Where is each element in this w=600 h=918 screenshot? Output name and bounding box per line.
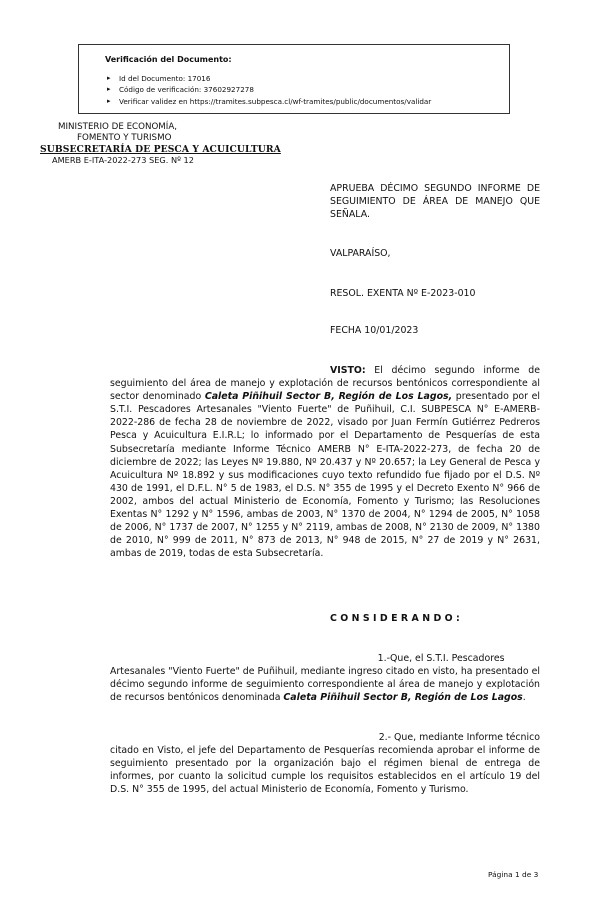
ministry-name-cont: FOMENTO Y TURISMO bbox=[77, 133, 172, 143]
ministry-name: MINISTERIO DE ECONOMÍA, bbox=[58, 122, 178, 132]
point-1-lead-line bbox=[110, 652, 540, 665]
verification-list bbox=[107, 73, 431, 107]
considerando-point-2 bbox=[110, 731, 540, 796]
verification-link[interactable]: ▸ Verificar validez en https://tramites.subpesca.cl/wf-tramites/public/documentos/validar bbox=[107, 96, 431, 107]
ministry-header bbox=[40, 122, 281, 166]
visto-sector: Caleta Piñihuil Sector B, Región de Los Lagos, bbox=[204, 391, 453, 403]
point-2-lead-line bbox=[110, 731, 540, 744]
verification-title: Verificación del Documento: bbox=[105, 55, 232, 64]
considerando-heading: CONSIDERANDO: bbox=[330, 613, 464, 624]
document-reference: AMERB E-ITA-2022-273 SEG. Nº 12 bbox=[52, 155, 194, 165]
visto-text-2: presentado por el S.T.I. Pescadores Artesanales "Viento Fuerte" de Puñihuil, C.I. SUBPESCA N° E-AMERB-2022-286 de fecha 28 de noviembre de 2022, visado por Juan Fermín Gutiérrez Pedreros Pesca y Acuicultura E.I.R.L; lo informado por el Departamento de Pesquerías de esta Subsecretaría mediante Informe Técnico AMERB N° E-ITA-2022-273, de fecha 20 de diciembre de 2022; las Leyes Nº 19.880, Nº 20.437 y Nº 20.657; la Ley General de Pesca y Acuicultura Nº 18.892 y sus modificaciones cuyo texto refundido fue fijado por el D.S. Nº 430 de 1991, el D.F.L. N° 5 de 1983, el D.S. N° 355 de 1995 y el Decreto Exento N° 966 de 2002, ambos del actual Ministerio de Economía, Fomento y Turismo; las Resoluciones Exentas N° 1292 y N° 1596, ambas de 2003, N° 1370 de 2004, N° 1294 de 2005, N° 1058 de 2006, N° 1737 de 2007, N° 1255 y N° 2119, ambas de 2008, N° 2130 de 2009, N° 1380 de 2010, N° 999 de 2011, N° 873 de 2013, N° 948 de 2015, N° 27 de 2019 y N° 2631, ambas de 2019, todas de esta Subsecretaría. bbox=[110, 391, 540, 560]
point-1-lead: Que, el S.T.I. Pescadores bbox=[390, 653, 505, 664]
verification-code: ▸ Código de verificación: 37602927278 bbox=[107, 84, 431, 95]
point-2-text: citado en Visto, el jefe del Departamento de Pesquerías recomienda aprobar el informe de seguimiento presentado por la organización bajo el régimen bienal de entrega de informes, por cuanto la solicitud cumple los requisitos establecidos en el artículo 19 del D.S. N° 355 de 1995, del actual Ministerio de Economía, Fomento y Turismo. bbox=[110, 745, 540, 796]
subsecretaria-name: SUBSECRETARÍA DE PESCA Y ACUICULTURA bbox=[40, 144, 281, 155]
verification-box bbox=[78, 44, 510, 114]
point-1-number: 1.- bbox=[377, 653, 390, 664]
page-number: Página 1 de 3 bbox=[488, 870, 539, 879]
resolution-number: RESOL. EXENTA Nº E-2023-010 bbox=[330, 288, 476, 299]
document-id: ▸ Id del Documento: 17016 bbox=[107, 73, 431, 84]
point-1-text-2: . bbox=[522, 692, 526, 704]
point-2-lead: Que, mediante Informe técnico bbox=[391, 732, 540, 743]
resolution-subject: APRUEBA DÉCIMO SEGUNDO INFORME DE SEGUIMIENTO DE ÁREA DE MANEJO QUE SEÑALA. bbox=[330, 183, 540, 220]
point-1-text-1: Artesanales "Viento Fuerte" de Puñihuil, mediante ingreso citado en visto, ha presentado el décimo segundo informe de seguimiento correspondiente al área de manejo y explotación de recursos bentónicos denominada bbox=[110, 666, 540, 704]
considerando-point-1 bbox=[110, 652, 540, 704]
visto-paragraph bbox=[110, 364, 540, 560]
point-1-sector: Caleta Piñihuil Sector B, Región de Los Lagos bbox=[283, 692, 523, 704]
place: VALPARAÍSO, bbox=[330, 248, 391, 259]
visto-label: VISTO: bbox=[330, 365, 366, 376]
resolution-date: FECHA 10/01/2023 bbox=[330, 325, 419, 336]
point-2-number: 2.- bbox=[378, 732, 392, 743]
visto-text-1: El décimo segundo informe de seguimiento del área de manejo y explotación de recursos bentónicos correspondiente al sector denominado bbox=[110, 365, 540, 403]
